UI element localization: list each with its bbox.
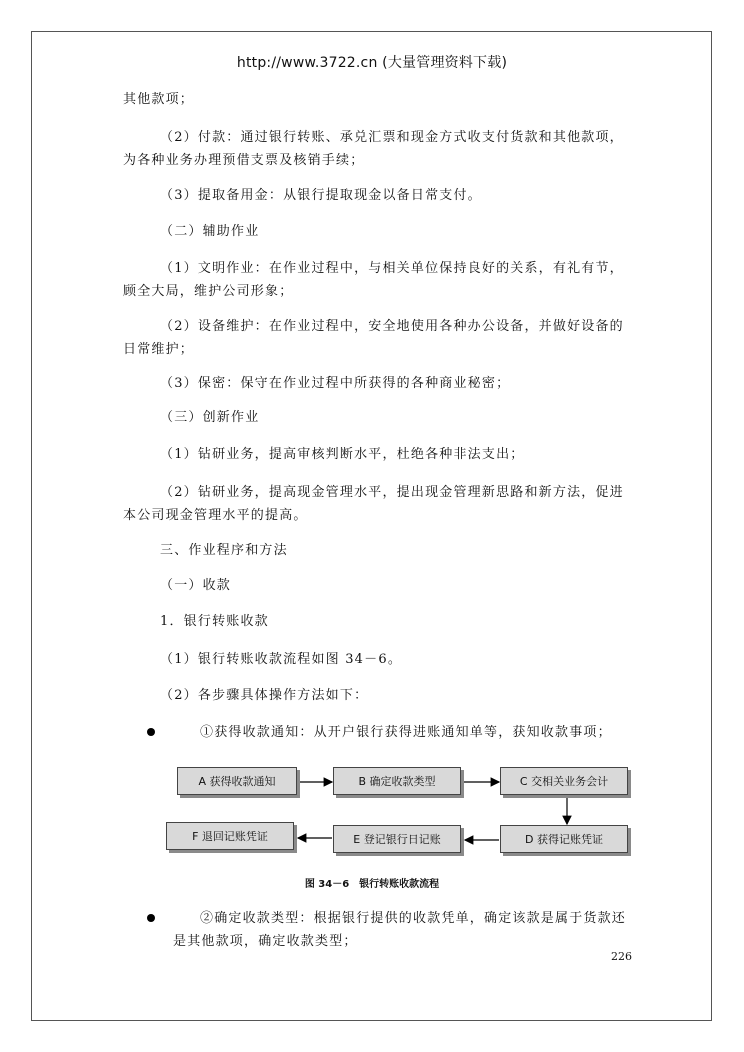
paragraph: （2）钻研业务，提高现金管理水平，提出现金管理新思路和新方法，促进本公司现金管理水平的提高。 <box>123 485 624 523</box>
section-heading: 三、作业程序和方法 <box>160 543 288 558</box>
bullet-text: ①获得收款通知：从开户银行获得进账通知单等，获知收款事项； <box>200 725 612 740</box>
section-heading: （一）收款 <box>160 578 232 593</box>
paragraph: （1）银行转账收款流程如图 34－6。 <box>160 652 403 667</box>
flow-box-a: A 获得收款通知 <box>177 767 297 795</box>
section-heading: （三）创新作业 <box>160 410 260 425</box>
paragraph: （3）保密：保守在作业过程中所获得的各种商业秘密； <box>160 376 511 391</box>
header-url: http://www.3722.cn (大量管理资料下载) <box>236 55 508 71</box>
bullet-text: ②确定收款类型：根据银行提供的收款凭单，确定该款是属于货款还是其他款项，确定收款类型； <box>173 911 627 949</box>
paragraph: （1）钻研业务，提高审核判断水平，杜绝各种非法支出； <box>160 447 525 462</box>
paragraph: （2）各步骤具体操作方法如下： <box>160 688 369 703</box>
flow-box-c: C 交相关业务会计 <box>500 767 628 795</box>
flow-box-d: D 获得记账凭证 <box>500 825 628 853</box>
paragraph: （1）文明作业：在作业过程中，与相关单位保持良好的关系，有礼有节，顾全大局，维护公司形象； <box>123 261 624 299</box>
bullet-dot-icon <box>147 914 155 922</box>
figure-caption: 图 34－6 银行转账收款流程 <box>304 879 440 890</box>
flow-box-e: E 登记银行日记账 <box>333 825 461 853</box>
paragraph: （3）提取备用金：从银行提取现金以备日常支付。 <box>160 188 482 203</box>
page-number: 226 <box>611 950 632 963</box>
flow-box-f: F 退回记账凭证 <box>166 822 294 850</box>
flow-box-b: B 确定收款类型 <box>333 767 461 795</box>
paragraph: （2）设备维护：在作业过程中，安全地使用各种办公设备，并做好设备的日常维护； <box>123 319 624 357</box>
paragraph: 其他款项； <box>123 92 195 107</box>
subsection-heading: 1．银行转账收款 <box>160 614 269 629</box>
section-heading: （二）辅助作业 <box>160 224 260 239</box>
paragraph: （2）付款：通过银行转账、承兑汇票和现金方式收支付货款和其他款项，为各种业务办理预借支票及核销手续； <box>123 130 624 168</box>
